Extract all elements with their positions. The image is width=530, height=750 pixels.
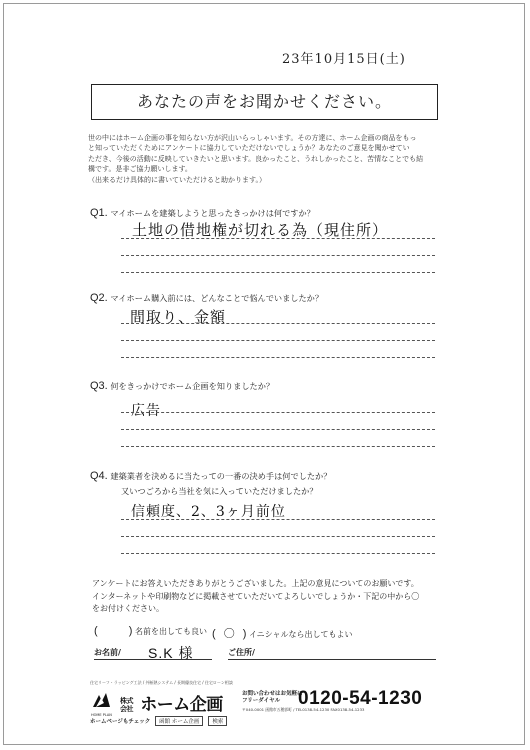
homepage-search-box[interactable]: 函館 ホーム企画: [155, 716, 203, 726]
contact-note: [242, 691, 303, 705]
brand-name: ホーム企画: [140, 695, 223, 714]
closing-line: アンケートにお答えいただきありがとうございました。上記の意見についてのお願いです。: [92, 579, 419, 588]
question-4-sub: 又いつごろから当社を気に入っていただけましたか？: [121, 486, 318, 496]
homepage-check: [90, 716, 227, 726]
intro-line: と知っていただくためにアンケートに協力していただけないでしょうか？あなたのご意見を聞かせてい: [88, 144, 410, 153]
intro-line: 構です。是非ご協力願いします。: [88, 165, 192, 174]
question-text: マイホーム購入前には、どんなことで悩んでいましたか？: [110, 293, 324, 303]
homepage-label: ホームページもチェック: [90, 719, 151, 725]
question-text: 建築業者を決めるに当たっての一番の決め手は何でしたか？: [110, 471, 332, 481]
answer-line: [121, 536, 435, 537]
option-label: イニシャルなら出してもよい: [248, 630, 353, 639]
intro-line: （出来るだけ具体的に書いていただけると助かります。）: [88, 175, 266, 184]
answer-4: 信頼度、2、3ヶ月前位: [131, 504, 286, 520]
option-label: 名前を出しても良い: [134, 627, 207, 636]
closing-text: [92, 578, 442, 616]
closing-line: インターネットや印刷物などに掲載させていただいてよろしいでしょうか・下記の中から〇: [92, 591, 420, 601]
logo-subtext: HOME PLAN: [91, 713, 112, 717]
answer-1: 土地の借地権が切れる為（現住所）: [132, 221, 389, 239]
question-number: Q3.: [90, 380, 108, 392]
question-number: Q4.: [90, 470, 108, 482]
answer-line: [121, 255, 435, 256]
answer-line: [121, 446, 435, 447]
intro-line: ただき、今後の活動に反映していきたいと思います。良かったこと、うれしかったこと、苦情なことでも結: [88, 154, 424, 163]
option-initials-ok: ( 〇 ) イニシャルなら出してもよい: [212, 627, 353, 640]
answer-line: [121, 429, 435, 430]
phone-number[interactable]: 0120-54-1230: [298, 688, 423, 709]
answer-line: [121, 323, 435, 324]
answer-line: [121, 412, 435, 413]
address-underline: [228, 659, 436, 660]
page-title: あなたの声をお聞かせください。: [91, 84, 438, 120]
question-number: Q2.: [90, 292, 108, 304]
answer-line: [121, 553, 435, 554]
name-underline: [94, 659, 212, 660]
answer-line: [121, 272, 435, 273]
contact-note-line: フリーダイヤル: [242, 698, 281, 704]
question-number: Q1.: [90, 207, 108, 219]
footer: [90, 680, 442, 725]
name-label: お名前/: [94, 648, 121, 657]
survey-date: 23年10月15日(土): [282, 52, 406, 67]
question-3: [90, 380, 274, 392]
question-text: マイホームを建築しようと思ったきっかけは何ですか？: [110, 208, 315, 218]
answer-line: [121, 238, 435, 239]
answer-3: 広告: [131, 403, 161, 419]
intro-text: [88, 133, 448, 185]
homepage-search-button[interactable]: 検索: [208, 716, 227, 726]
question-4: [90, 470, 331, 482]
answer-line: [121, 340, 435, 341]
contact-note-line: お問い合わせはお気軽に: [242, 691, 303, 697]
answer-line: [121, 357, 435, 358]
closing-line: をお付けください。: [92, 604, 164, 613]
question-2: [90, 292, 323, 304]
footer-address: 〒040-0001 函館市五稜郭町 / TEL0138-54-1230 FAX0138-54-1233: [242, 707, 365, 712]
question-1: [90, 207, 315, 219]
question-text: 何をきっかけでホーム企画を知りましたか？: [110, 381, 275, 391]
address-label: ご住所/: [228, 648, 255, 657]
answer-2: 間取り、金額: [130, 308, 227, 326]
option-name-ok: ( ) 名前を出しても良い: [94, 625, 207, 637]
logo-mark-icon: [90, 689, 112, 711]
brand-prefix: 株式会社: [120, 697, 133, 713]
company-brand: [120, 690, 223, 715]
intro-line: 世の中にはホーム企画の事を知らない方が沢山いらっしゃいます。その方達に、ホーム企画の商品をもっ: [88, 134, 417, 142]
option-mark[interactable]: 〇: [223, 627, 235, 640]
footer-small-left: 住宅リーフ・ラッピング工法 / 外断熱システム / 長期優良住宅 / 住宅ローン相談: [90, 680, 233, 685]
answer-line: [121, 519, 435, 520]
name-value: S.K 様: [148, 645, 194, 661]
